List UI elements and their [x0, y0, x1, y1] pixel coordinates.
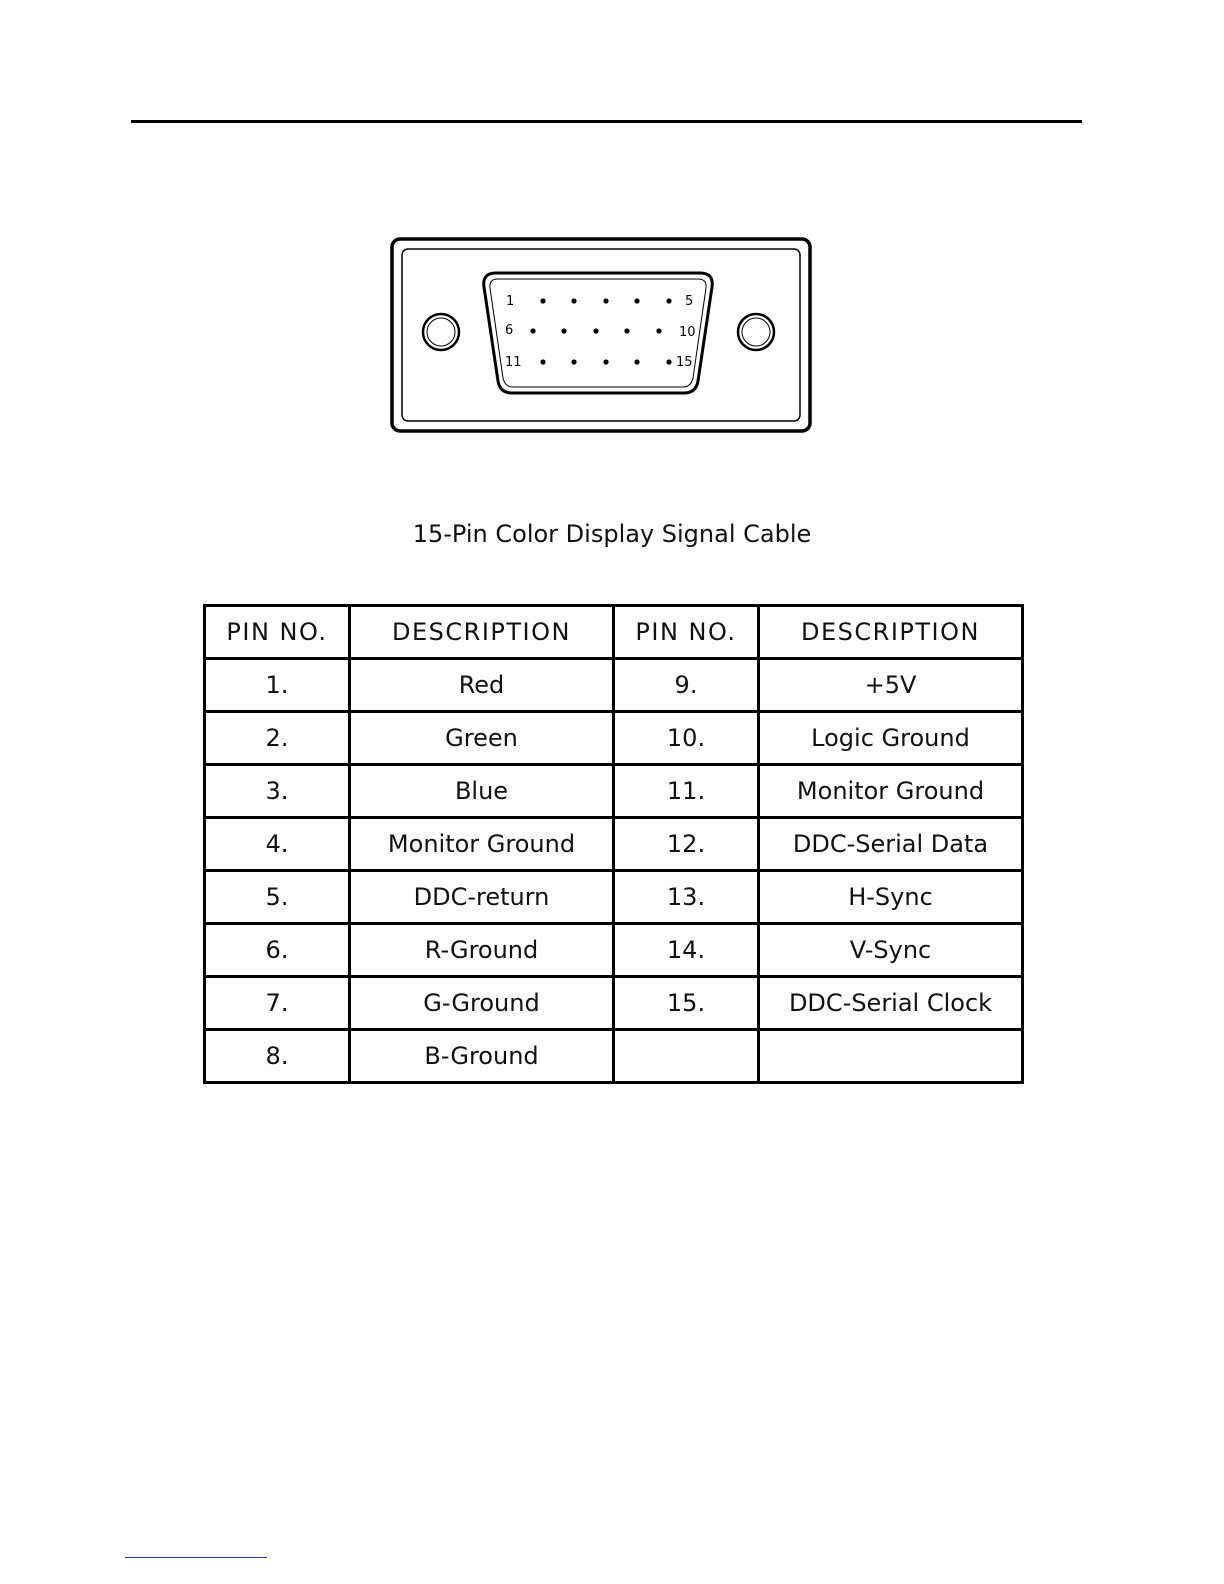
pin-number: 15.	[614, 977, 759, 1030]
figure-caption: 15-Pin Color Display Signal Cable	[412, 520, 812, 548]
pin-description: Monitor Ground	[350, 818, 614, 871]
pin-description: +5V	[759, 659, 1023, 712]
pin-number: 13.	[614, 871, 759, 924]
table-header-row	[205, 606, 1023, 659]
pin-label-5: 5	[685, 294, 694, 309]
pin-number: 3.	[205, 765, 350, 818]
pin-number	[614, 1030, 759, 1083]
pin-number: 14.	[614, 924, 759, 977]
header-description-right: DESCRIPTION	[759, 606, 1023, 659]
pin-description: R-Ground	[350, 924, 614, 977]
pin-number: 5.	[205, 871, 350, 924]
top-rule	[131, 120, 1082, 123]
pin-description: Logic Ground	[759, 712, 1023, 765]
pin-description: Red	[350, 659, 614, 712]
pin-number: 11.	[614, 765, 759, 818]
pin-dot	[666, 359, 671, 364]
vga-connector-diagram	[388, 235, 814, 435]
pin-dot	[656, 328, 661, 333]
pin-label-15: 15	[676, 355, 693, 370]
pin-table	[203, 604, 1024, 1084]
pin-dot	[603, 359, 608, 364]
header-pin-no-left: PIN NO.	[205, 606, 350, 659]
pin-dot	[540, 359, 545, 364]
table-row	[205, 659, 1023, 712]
pin-dot	[634, 298, 639, 303]
pin-dot	[634, 359, 639, 364]
pin-label-6: 6	[505, 323, 514, 338]
pin-dot	[571, 359, 576, 364]
pin-dot	[666, 298, 671, 303]
table-row	[205, 765, 1023, 818]
pin-description: Monitor Ground	[759, 765, 1023, 818]
pin-label-1: 1	[506, 294, 515, 309]
pin-dot	[624, 328, 629, 333]
table-row	[205, 977, 1023, 1030]
pin-dot	[593, 328, 598, 333]
pin-description: G-Ground	[350, 977, 614, 1030]
pin-label-10: 10	[679, 325, 696, 340]
pin-number: 9.	[614, 659, 759, 712]
pin-description: DDC-return	[350, 871, 614, 924]
pin-number: 6.	[205, 924, 350, 977]
pin-number: 4.	[205, 818, 350, 871]
pin-description: DDC-Serial Data	[759, 818, 1023, 871]
pin-number: 10.	[614, 712, 759, 765]
pin-description: V-Sync	[759, 924, 1023, 977]
pin-dot	[530, 328, 535, 333]
pin-dot	[561, 328, 566, 333]
pin-number: 8.	[205, 1030, 350, 1083]
header-description-left: DESCRIPTION	[350, 606, 614, 659]
table-row	[205, 1030, 1023, 1083]
table-row	[205, 871, 1023, 924]
pin-dot	[603, 298, 608, 303]
pin-description: Blue	[350, 765, 614, 818]
pin-number: 7.	[205, 977, 350, 1030]
table-row	[205, 924, 1023, 977]
table-row	[205, 818, 1023, 871]
pin-dot	[540, 298, 545, 303]
pin-description: Green	[350, 712, 614, 765]
pin-number: 2.	[205, 712, 350, 765]
footer-link-underline	[125, 1557, 267, 1558]
pin-description: H-Sync	[759, 871, 1023, 924]
pin-description: B-Ground	[350, 1030, 614, 1083]
pin-description	[759, 1030, 1023, 1083]
pin-label-11: 11	[505, 355, 522, 370]
header-pin-no-right: PIN NO.	[614, 606, 759, 659]
table-row	[205, 712, 1023, 765]
pin-description: DDC-Serial Clock	[759, 977, 1023, 1030]
pin-number: 12.	[614, 818, 759, 871]
pin-dot	[571, 298, 576, 303]
pin-number: 1.	[205, 659, 350, 712]
